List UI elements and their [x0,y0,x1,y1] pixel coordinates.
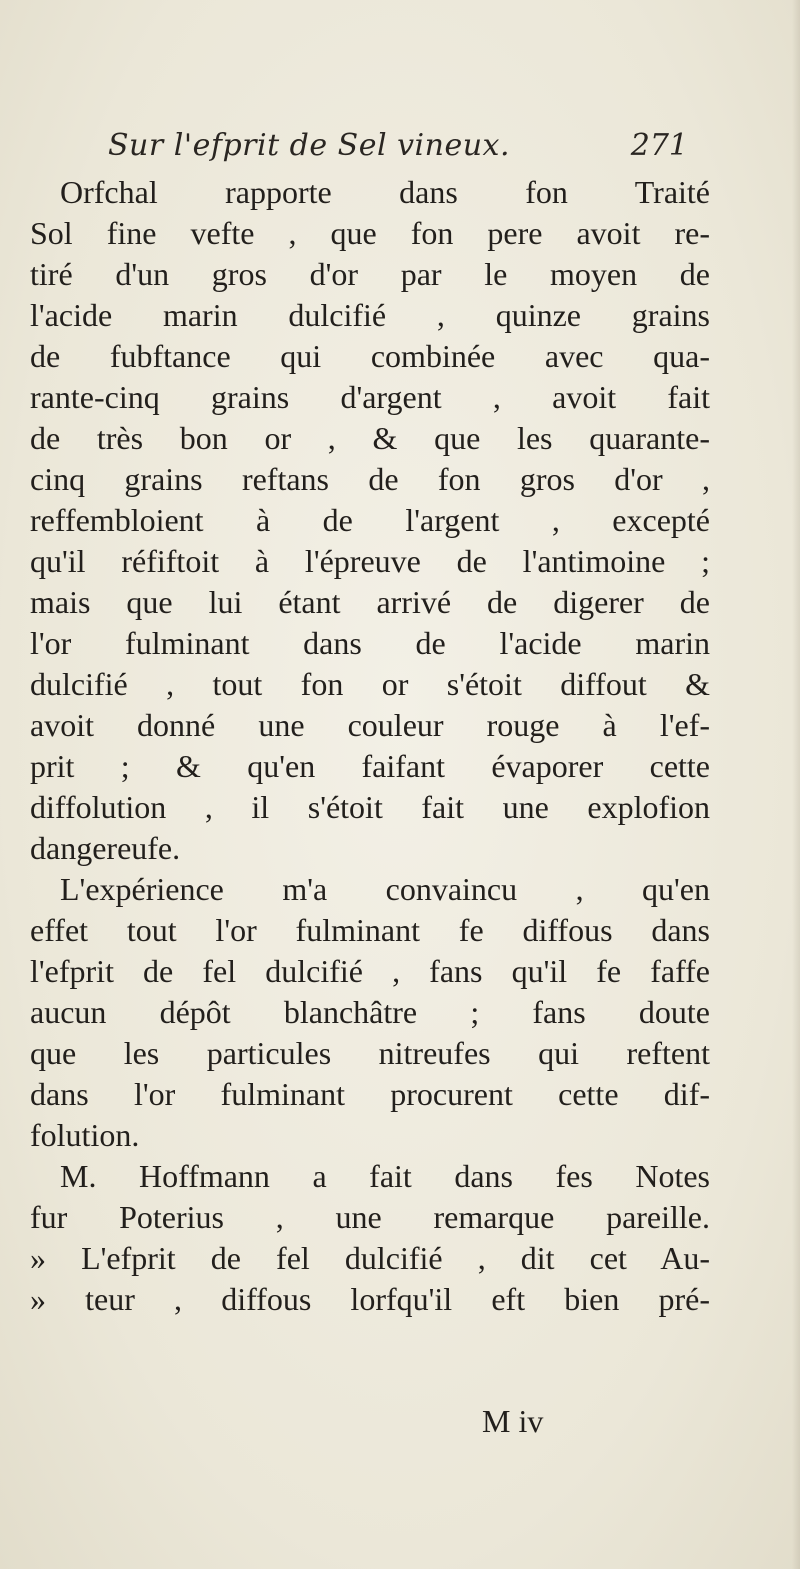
text-line: prit ; & qu'en faifant évaporer cette [30,748,710,784]
text-line: rante-cinq grains d'argent , avoit fait [30,379,710,415]
text-line: l'or fulminant dans de l'acide marin [30,625,710,661]
text-line: mais que lui étant arrivé de digerer de [30,584,710,620]
page-header [108,128,688,174]
text-line: » L'efprit de fel dulcifié , dit cet Au- [30,1240,710,1276]
text-line: dangereufe. [30,830,181,866]
text-line: folution. [30,1117,140,1153]
text-line: aucun dépôt blanchâtre ; fans doute [30,994,710,1030]
signature-mark: M iv [482,1403,544,1439]
page-number: 271 [630,128,688,163]
page-edge-shadow [792,0,800,1569]
text-line: fur Poterius , une remarque pareille. [30,1199,710,1235]
text-line: l'acide marin dulcifié , quinze grains [30,297,710,333]
text-line: » teur , diffous lorfqu'il eft bien pré- [30,1281,710,1317]
text-line: dulcifié , tout fon or s'étoit diffout & [30,666,710,702]
text-line: l'efprit de fel dulcifié , fans qu'il fe faffe [30,953,710,989]
text-line: reffembloient à de l'argent , excepté [30,502,710,538]
text-line: que les particules nitreufes qui reftent [30,1035,710,1071]
text-line: dans l'or fulminant procurent cette dif- [30,1076,710,1112]
text-line: Orfchal rapporte dans fon Traité [60,174,710,210]
text-line: L'expérience m'a convaincu , qu'en [60,871,710,907]
text-line: Sol fine vefte , que fon pere avoit re- [30,215,710,251]
text-line: effet tout l'or fulminant fe diffous dans [30,912,710,948]
text-line: diffolution , il s'étoit fait une explofion [30,789,710,825]
text-line: de fubftance qui combinée avec qua- [30,338,710,374]
body-text [30,172,710,1320]
text-line: qu'il réfiftoit à l'épreuve de l'antimoine ; [30,543,710,579]
text-line: de très bon or , & que les quarante- [30,420,710,456]
text-line: avoit donné une couleur rouge à l'ef- [30,707,710,743]
text-line: M. Hoffmann a fait dans fes Notes [60,1158,710,1194]
text-line: cinq grains reftans de fon gros d'or , [30,461,710,497]
text-line: tiré d'un gros d'or par le moyen de [30,256,710,292]
running-title: Sur l'efprit de Sel vineux. [108,128,511,163]
